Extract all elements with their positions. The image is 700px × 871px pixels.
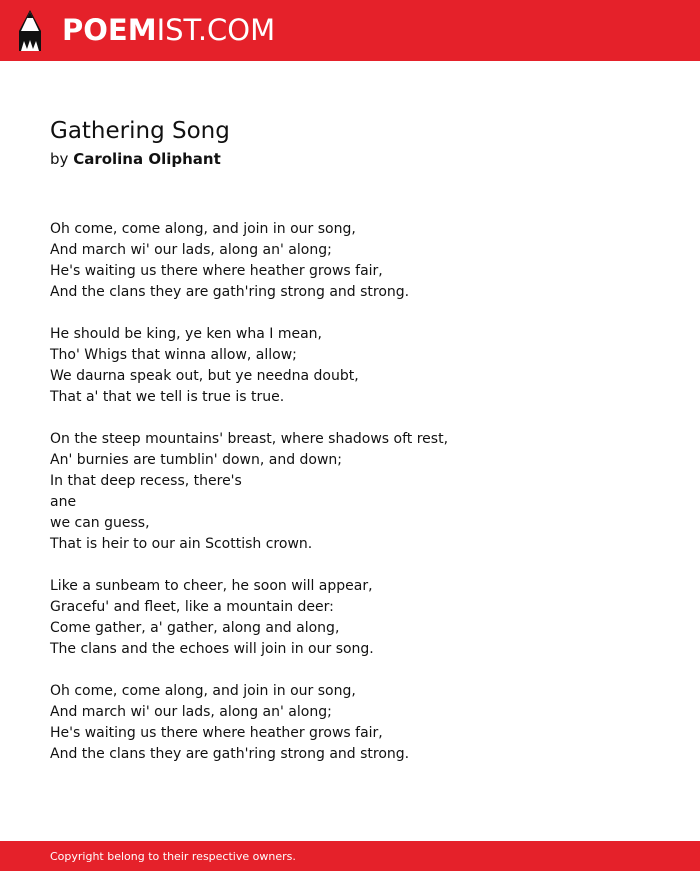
- poem-line: In that deep recess, there's: [50, 473, 242, 489]
- poem-line: And the clans they are gath'ring strong and strong.: [50, 746, 410, 762]
- poem-line: The clans and the echoes will join in our song.: [50, 641, 374, 657]
- copyright-text: Copyright belong to their respective owners.: [50, 850, 296, 863]
- logo-text-strong: POEM: [62, 13, 157, 47]
- site-footer: [0, 841, 700, 871]
- poem-line: On the steep mountains' breast, where shadows oft rest,: [50, 431, 449, 447]
- poem-line: He's waiting us there where heather grows fair,: [50, 263, 383, 279]
- poem-line: And the clans they are gath'ring strong and strong.: [50, 284, 410, 300]
- site-header: [0, 0, 700, 61]
- poem-title: Gathering Song: [50, 118, 230, 144]
- poem-line: He should be king, ye ken wha I mean,: [50, 326, 323, 342]
- poem-line: He's waiting us there where heather grows fair,: [50, 725, 383, 741]
- stanza: [50, 429, 650, 555]
- poem-line: Oh come, come along, and join in our song,: [50, 683, 356, 699]
- author-name: Carolina Oliphant: [73, 150, 221, 168]
- poem-line: ane: [50, 494, 77, 510]
- byline: [50, 148, 221, 170]
- poem-line: Gracefu' and fleet, like a mountain deer:: [50, 599, 334, 615]
- poem-line: That is heir to our ain Scottish crown.: [50, 536, 313, 552]
- poem-line: That a' that we tell is true is true.: [50, 389, 285, 405]
- stanza: [50, 219, 650, 303]
- poem-line: An' burnies are tumblin' down, and down;: [50, 452, 343, 468]
- poem-line: we can guess,: [50, 515, 150, 531]
- poem-line: And march wi' our lads, along an' along;: [50, 242, 332, 258]
- poem-line: Tho' Whigs that winna allow, allow;: [50, 347, 297, 363]
- poem-line: Oh come, come along, and join in our song,: [50, 221, 356, 237]
- poem-line: And march wi' our lads, along an' along;: [50, 704, 332, 720]
- pencil-tip-icon: [18, 10, 42, 51]
- stanza: [50, 681, 650, 765]
- stanza: [50, 576, 650, 660]
- site-logo[interactable]: [62, 11, 275, 49]
- logo-text-light: IST.COM: [156, 13, 276, 47]
- poem-body: [50, 219, 650, 786]
- poem-line: Like a sunbeam to cheer, he soon will appear,: [50, 578, 373, 594]
- poem-line: Come gather, a' gather, along and along,: [50, 620, 340, 636]
- stanza: [50, 324, 650, 408]
- by-label: by: [50, 150, 69, 168]
- poem-line: We daurna speak out, but ye needna doubt,: [50, 368, 359, 384]
